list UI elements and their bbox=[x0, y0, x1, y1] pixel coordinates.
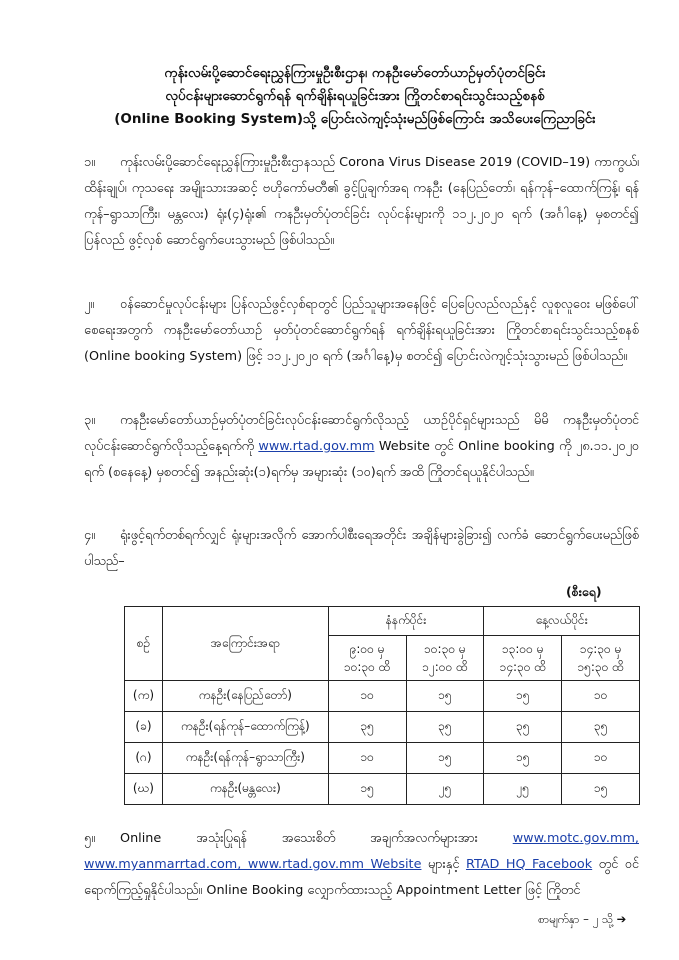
row-value: ၁၀ bbox=[328, 743, 406, 774]
table-header-row bbox=[125, 607, 640, 636]
paragraph-1-number: ၁။ bbox=[84, 155, 96, 170]
timeslot-from: ၉:၀၀ မှ bbox=[349, 642, 385, 656]
paragraph-4-number: ၄။ bbox=[84, 528, 96, 543]
paragraph-3-text-a: ကနဦးမော်တော်ယာဉ်မှတ်ပုံတင်ခြင်းလုပ်ငန်းဆောင်ရွက်လိုသည့် ယာဉ်ပိုင်ရှင်များသည် မိမိ ကနဦးမှတ်ပုံတင်လုပ်ငန်းဆောင်ရွက်လိုသည့်နေ့ရက်ကို bbox=[84, 413, 639, 454]
row-serial: (ခ) bbox=[125, 712, 163, 743]
row-place: ကနဦး(ရန်ကုန်–ရွာသာကြီး) bbox=[162, 743, 328, 774]
rtad-websites-link[interactable]: www.myanmarrtad.com, www.rtad.gov.mm Website bbox=[84, 857, 422, 872]
timeslot-from: ၁၀:၃၀ မှ bbox=[424, 642, 466, 656]
row-place: ကနဦး(ရန်ကုန်–ထောက်ကြန့်) bbox=[162, 712, 328, 743]
timeslot-from: ၁၄:၃၀ မှ bbox=[579, 642, 622, 656]
paragraph-5-text-d: တွင် ဝင်ရောက်ကြည့်ရှုနိုင်ပါသည်။ Online Booking လျှောက်ထားသည့် Appointment Letter ဖြင့် ကြိုတင် bbox=[84, 857, 639, 898]
timeslot-3 bbox=[484, 636, 562, 681]
paragraph-3-text-b: Website တွင် Online booking ကို ၂၈.၁၁.၂၀၂၀ ရက် (စနေနေ့) မှစတင်၍ အနည်းဆုံး(၁)ရက်မှ အများဆုံး (၁၀)ရက် အထိ ကြိုတင်ရယူနိုင်ပါသည်။ bbox=[84, 439, 640, 480]
row-value: ၃၅ bbox=[328, 712, 406, 743]
row-value: ၁၀ bbox=[562, 681, 640, 712]
timeslot-to: ၁၅:၃၀ ထိ bbox=[577, 660, 624, 674]
row-value: ၁၅ bbox=[484, 743, 562, 774]
motc-website-link[interactable]: www.motc.gov.mm, bbox=[512, 831, 639, 846]
paragraph-5-number: ၅။ bbox=[84, 831, 96, 846]
row-value: ၂၅ bbox=[484, 774, 562, 805]
paragraph-5 bbox=[84, 826, 639, 904]
row-value: ၃၅ bbox=[484, 712, 562, 743]
paragraph-2-number: ၂။ bbox=[84, 297, 95, 312]
header-morning: နံနက်ပိုင်း bbox=[328, 607, 484, 636]
row-value: ၁၅ bbox=[484, 681, 562, 712]
header-subject: အကြောင်းအရာ bbox=[162, 607, 328, 681]
row-value: ၂၅ bbox=[406, 774, 484, 805]
paragraph-1 bbox=[84, 150, 639, 254]
page-continue-note: စာမျက်နှာ – ၂ သို့ ➔ bbox=[538, 912, 627, 926]
timeslot-2 bbox=[406, 636, 484, 681]
document-title bbox=[70, 62, 640, 131]
row-value: ၁၅ bbox=[406, 743, 484, 774]
row-serial: (က) bbox=[125, 681, 163, 712]
table-unit-label: (စီးရေ) bbox=[566, 584, 602, 599]
row-value: ၁၅ bbox=[406, 681, 484, 712]
paragraph-2 bbox=[84, 292, 639, 370]
paragraph-5-text-c: များနှင့် bbox=[421, 857, 466, 872]
row-value: ၁၀ bbox=[328, 681, 406, 712]
paragraph-1-text: ကုန်းလမ်းပို့ဆောင်ရေးညွှန်ကြားမှုဦးစီးဌာနသည် Corona Virus Disease 2019 (COVID–19) ကာကွယ်၊ ထိန်းချုပ်၊ ကုသရေး အမျိုးသားအဆင့် ဗဟိုကော်မတီ၏ ခွင့်ပြုချက်အရ ကနဦး (နေပြည်တော်၊ ရန်ကုန်–ထောက်ကြန့်၊ ရန်ကုန်–ရွာသာကြီး၊ မန္တလေး) ရုံး(၄)ရုံး၏ ကနဦးမှတ်ပုံတင်ခြင်း လုပ်ငန်းများကို ၁၁၂.၂၀၂၀ ရက် (အင်္ဂါနေ့) မှစတင်၍ ပြန်လည် ဖွင့်လှစ် ဆောင်ရွက်ပေးသွားမည် ဖြစ်ပါသည်။ bbox=[84, 155, 639, 248]
timeslot-to: ၁၂:၀၀ ထိ bbox=[422, 660, 468, 674]
table-row bbox=[125, 712, 640, 743]
timeslot-to: ၁၄:၃၀ ထိ bbox=[499, 660, 546, 674]
header-afternoon: နေ့လယ်ပိုင်း bbox=[484, 607, 640, 636]
timeslot-to: ၁၀:၃၀ ထိ bbox=[343, 660, 391, 674]
rtad-facebook-link[interactable]: RTAD HQ Facebook bbox=[465, 857, 593, 872]
row-place: ကနဦး(နေပြည်တော်) bbox=[162, 681, 328, 712]
rtad-website-link[interactable]: www.rtad.gov.mm bbox=[258, 439, 375, 454]
header-serial: စဉ် bbox=[125, 607, 163, 681]
row-serial: (ဃ) bbox=[125, 774, 163, 805]
row-value: ၁၅ bbox=[328, 774, 406, 805]
paragraph-4 bbox=[84, 523, 639, 575]
table-row bbox=[125, 774, 640, 805]
row-serial: (ဂ) bbox=[125, 743, 163, 774]
title-line-2: လုပ်ငန်းများဆောင်ရွက်ရန် ရက်ချိန်းရယူခြင်းအား ကြိုတင်စာရင်းသွင်းသည့်စနစ် bbox=[165, 88, 545, 104]
schedule-table bbox=[124, 606, 640, 805]
row-value: ၁၅ bbox=[562, 774, 640, 805]
timeslot-from: ၁၃:၀၀ မှ bbox=[501, 642, 544, 656]
row-value: ၁၀ bbox=[562, 743, 640, 774]
paragraph-3-number: ၃။ bbox=[84, 413, 96, 428]
table-row bbox=[125, 681, 640, 712]
timeslot-1 bbox=[328, 636, 406, 681]
row-value: ၃၅ bbox=[562, 712, 640, 743]
row-place: ကနဦး(မန္တလေး) bbox=[162, 774, 328, 805]
title-line-3: (Online Booking System)သို့ ပြောင်းလဲကျင့်သုံးမည်ဖြစ်ကြောင်း အသိပေးကြေညာခြင်း bbox=[114, 111, 596, 127]
table-row bbox=[125, 743, 640, 774]
row-value: ၃၅ bbox=[406, 712, 484, 743]
paragraph-3 bbox=[84, 408, 639, 486]
paragraph-2-text: ဝန်ဆောင်မှုလုပ်ငန်းများ ပြန်လည်ဖွင့်လှစ်ရာတွင် ပြည်သူများအနေဖြင့် ပြေပြေလည်လည်နှင့် လူစုလူဝေး မဖြစ်ပေါ်စေရေးအတွက် ကနဦးမော်တော်ယာဉ် မှတ်ပုံတင်ဆောင်ရွက်ရန် ရက်ချိန်းရယူခြင်းအား ကြိုတင်စာရင်းသွင်းသည့်စနစ် (Online booking System) ဖြင့် ၁၁၂.၂၀၂၀ ရက် (အင်္ဂါနေ့)မှ စတင်၍ ပြောင်းလဲကျင့်သုံးသွားမည် ဖြစ်ပါသည်။ bbox=[84, 297, 639, 364]
paragraph-4-text: ရုံးဖွင့်ရက်တစ်ရက်လျှင် ရုံးများအလိုက် အောက်ပါစီးရေအတိုင်း အချိန်များခွဲခြား၍ လက်ခံ ဆောင်ရွက်ပေးမည်ဖြစ်ပါသည်– bbox=[84, 528, 639, 569]
title-line-1: ကုန်းလမ်းပို့ဆောင်ရေးညွှန်ကြားမှုဦးစီးဌာန၊ ကနဦးမော်တော်ယာဉ်မှတ်ပုံတင်ခြင်း bbox=[164, 65, 546, 81]
paragraph-5-text-a: Online အသုံးပြုရန် အသေးစိတ် အချက်အလက်များအား bbox=[120, 831, 513, 846]
timeslot-4 bbox=[562, 636, 640, 681]
